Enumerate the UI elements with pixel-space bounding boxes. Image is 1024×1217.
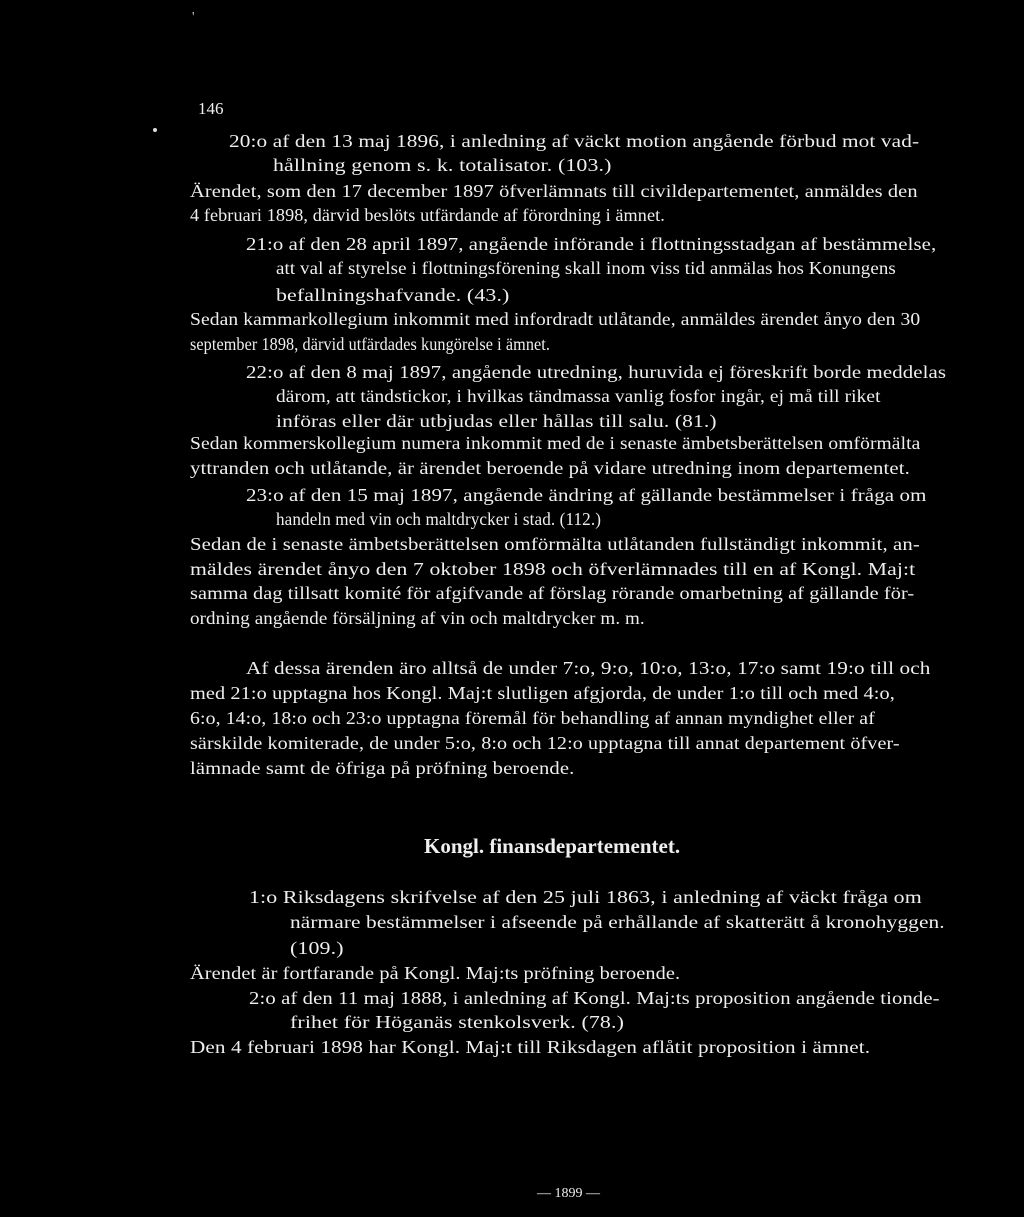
text-line: Ärendet, som den 17 december 1897 öfverlämnats till civildepartementet, anmäldes den (190, 181, 918, 201)
text-line: lämnade samt de öfriga på pröfning beroende. (190, 758, 575, 778)
text-line: 20:o af den 13 maj 1896, i anledning af väckt motion angående förbud mot vad- (229, 131, 920, 151)
page-number: 146 (198, 99, 224, 118)
text-line: Sedan de i senaste ämbetsberättelsen omförmälta utlåtanden fullständigt inkommit, an- (190, 534, 920, 554)
text-line: Af dessa ärenden äro alltså de under 7:o, 9:o, 10:o, 13:o, 17:o samt 19:o till och (246, 658, 931, 678)
text-line: ordning angående försäljning af vin och maltdrycker m. m. (190, 608, 645, 628)
text-line: 21:o af den 28 april 1897, angående införande i flottningsstadgan af bestämmelse, (246, 234, 937, 254)
text-line: närmare bestämmelser i afseende på erhållande af skatterätt å kronohyggen. (290, 912, 945, 932)
text-line: att val af styrelse i flottningsförening skall inom viss tid anmälas hos Konungens (276, 258, 896, 278)
text-line: Den 4 februari 1898 har Kongl. Maj:t till Riksdagen aflåtit proposition i ämnet. (190, 1037, 871, 1057)
text-line: samma dag tillsatt komité för afgifvande af förslag rörande omarbetning af gällande för- (190, 583, 915, 603)
text-line: hållning genom s. k. totalisator. (103.) (273, 155, 612, 175)
text-line: Sedan kommerskollegium numera inkommit med de i senaste ämbetsberättelsen omförmälta (190, 433, 921, 453)
text-line: 1:o Riksdagens skrifvelse af den 25 juli 1863, i anledning af väckt fråga om (249, 887, 922, 907)
text-line: särskilde komiterade, de under 5:o, 8:o och 12:o upptagna till annat departement öfver- (190, 733, 900, 753)
text-line: 22:o af den 8 maj 1897, angående utredning, huruvida ej föreskrift borde meddelas (246, 362, 947, 382)
text-line: frihet för Höganäs stenkolsverk. (78.) (290, 1012, 625, 1032)
page-footer: — 1899 — (537, 1186, 600, 1201)
text-line: handeln med vin och maltdrycker i stad. (112.) (276, 509, 602, 529)
text-line: befallningshafvande. (43.) (276, 285, 510, 305)
text-line: Sedan kammarkollegium inkommit med infordradt utlåtande, anmäldes ärendet ånyo den 30 (190, 309, 921, 329)
margin-dot-icon (153, 128, 157, 132)
text-line: (109.) (290, 938, 344, 958)
text-line: yttranden och utlåtande, är ärendet beroende på vidare utredning inom departementet. (190, 458, 910, 478)
text-line: därom, att tändstickor, i hvilkas tändmassa vanlig fosfor ingår, ej må till riket (276, 386, 881, 406)
text-line: 6:o, 14:o, 18:o och 23:o upptagna föremål för behandling af annan myndighet eller af (190, 708, 875, 728)
text-line: införas eller där utbjudas eller hållas till salu. (81.) (276, 411, 717, 431)
text-line: 23:o af den 15 maj 1897, angående ändring af gällande bestämmelser i fråga om (246, 485, 927, 505)
text-line: 4 februari 1898, därvid beslöts utfärdande af förordning i ämnet. (190, 205, 665, 225)
text-line: med 21:o upptagna hos Kongl. Maj:t slutligen afgjorda, de under 1:o till och med 4:o, (190, 683, 895, 703)
text-line: september 1898, därvid utfärdades kungörelse i ämnet. (190, 334, 551, 354)
text-line: Ärendet är fortfarande på Kongl. Maj:ts pröfning beroende. (190, 963, 681, 983)
text-line: 2:o af den 11 maj 1888, i anledning af Kongl. Maj:ts proposition angående tionde- (249, 988, 940, 1008)
section-heading-finansdepartementet: Kongl. finansdepartementet. (424, 834, 681, 858)
text-line: mäldes ärendet ånyo den 7 oktober 1898 och öfverlämnades till en af Kongl. Maj:t (190, 559, 916, 579)
corner-mark: ' (192, 10, 195, 25)
